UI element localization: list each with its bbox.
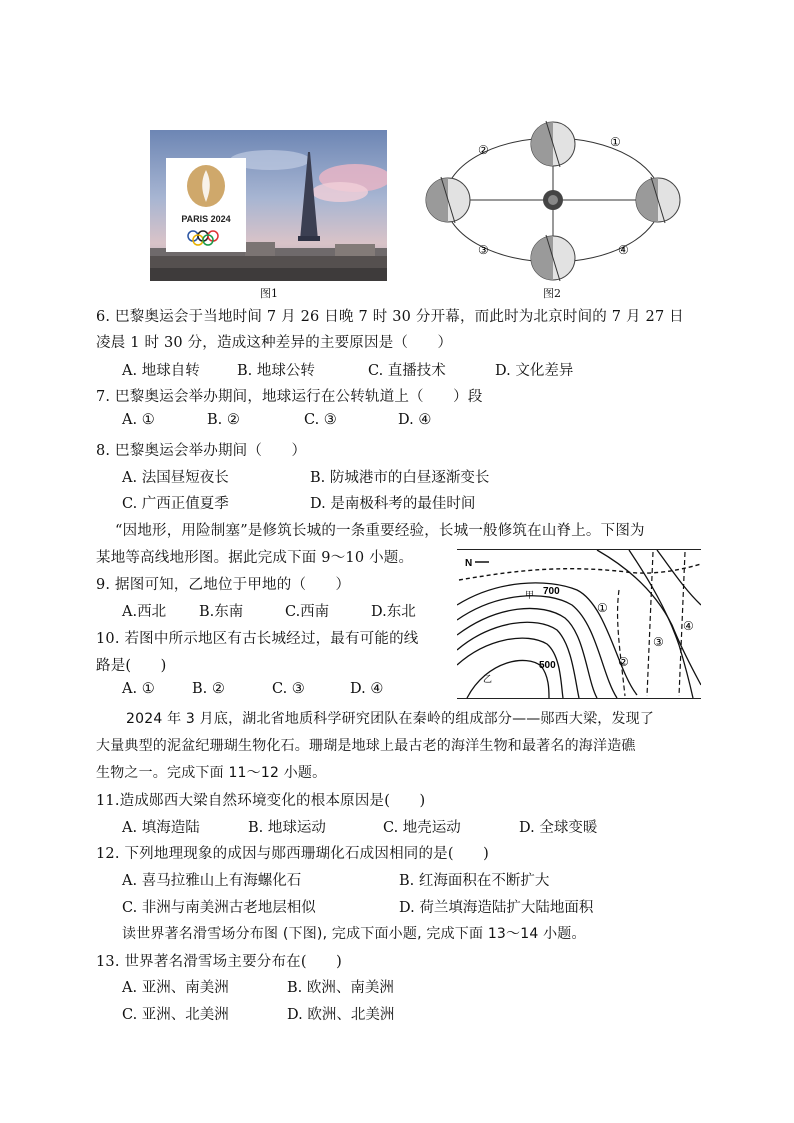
route-marker-1: ① [597, 601, 608, 615]
q10-option-c[interactable]: C. ③ [272, 681, 305, 697]
q13-option-c[interactable]: C. 亚洲、北美洲 [122, 1007, 229, 1023]
q7-option-d[interactable]: D. ④ [398, 412, 432, 428]
orbit-marker-3: ③ [478, 243, 489, 257]
q12-option-d[interactable]: D. 荷兰填海造陆扩大陆地面积 [399, 900, 594, 916]
q8-stem: 8. 巴黎奥运会举办期间（ ） [96, 443, 307, 459]
earth-left-icon [426, 177, 470, 223]
paris-2024-logo-text: PARIS 2024 [181, 214, 231, 224]
earth-right-icon [636, 177, 680, 223]
north-label: N [465, 558, 473, 569]
q6-stem-line2: 凌晨 1 时 30 分，造成这种差异的主要原因是（ ） [96, 335, 453, 351]
q8-option-a[interactable]: A. 法国昼短夜长 [122, 470, 229, 486]
intro-11-12-line3: 生物之一。完成下面 11～12 小题。 [96, 765, 327, 781]
intro-11-12-line1: 2024 年 3 月底，湖北省地质科学研究团队在秦岭的组成部分——郧西大梁，发现了 [126, 711, 655, 727]
route-marker-2: ② [618, 655, 629, 669]
q10-stem-line1: 10. 若图中所示地区有古长城经过，最有可能的线 [96, 631, 419, 647]
q12-option-a[interactable]: A. 喜马拉雅山上有海螺化石 [122, 873, 302, 889]
q6-option-c[interactable]: C. 直播技术 [368, 363, 446, 379]
figure-1-paris-photo [150, 130, 387, 281]
q7-option-a[interactable]: A. ① [122, 412, 155, 428]
q12-option-c[interactable]: C. 非洲与南美洲古老地层相似 [122, 900, 316, 916]
q13-stem: 13. 世界著名滑雪场主要分布在( ) [96, 954, 342, 970]
orbit-marker-2: ② [478, 143, 489, 157]
q7-option-b[interactable]: B. ② [207, 412, 240, 428]
contour-700-label: 700 [543, 586, 560, 597]
q11-option-b[interactable]: B. 地球运动 [248, 820, 326, 836]
figure-1-caption: 图1 [260, 287, 278, 300]
q6-stem-line1: 6. 巴黎奥运会于当地时间 7 月 26 日晚 7 时 30 分开幕，而此时为北京时间的 7 月 27 日 [96, 309, 684, 325]
intro-11-12-line2: 大量典型的泥盆纪珊瑚生物化石。珊瑚是地球上最古老的海洋生物和最著名的海洋造礁 [96, 738, 636, 754]
q11-option-a[interactable]: A. 填海造陆 [122, 820, 200, 836]
q8-option-c[interactable]: C. 广西正值夏季 [122, 496, 229, 512]
q13-option-d[interactable]: D. 欧洲、北美洲 [287, 1007, 395, 1023]
q13-option-b[interactable]: B. 欧洲、南美洲 [287, 980, 394, 996]
q9-option-c[interactable]: C.西南 [285, 604, 330, 620]
q11-stem: 11.造成郧西大梁自然环境变化的根本原因是( ) [96, 793, 426, 809]
intro-9-10-line1: “因地形，用险制塞”是修筑长城的一条重要经验，长城一般修筑在山脊上。下图为 [115, 523, 645, 539]
earth-bottom-icon [531, 235, 575, 281]
q10-stem-line2: 路是( ) [96, 658, 167, 674]
yi-label: 乙 [483, 675, 493, 685]
q9-option-b[interactable]: B.东南 [199, 604, 244, 620]
q13-option-a[interactable]: A. 亚洲、南美洲 [122, 980, 229, 996]
dashed-ridge-line [459, 564, 701, 580]
route-marker-4: ④ [683, 619, 694, 633]
earth-top-icon [531, 121, 575, 167]
q11-option-d[interactable]: D. 全球变暖 [519, 820, 598, 836]
q9-option-d[interactable]: D.东北 [371, 604, 416, 620]
q8-option-b[interactable]: B. 防城港市的白昼逐渐变长 [310, 470, 490, 486]
q12-stem: 12. 下列地理现象的成因与郧西珊瑚化石成因相同的是( ) [96, 846, 489, 862]
jia-label: 甲 [525, 591, 535, 601]
q10-option-b[interactable]: B. ② [192, 681, 225, 697]
q7-stem: 7. 巴黎奥运会举办期间，地球运行在公转轨道上（ ）段 [96, 389, 483, 405]
q9-option-a[interactable]: A.西北 [122, 604, 167, 620]
q10-option-a[interactable]: A. ① [122, 681, 155, 697]
contour-500-label: 500 [539, 660, 556, 671]
paris-skyline-image [150, 130, 387, 281]
figure-2-caption: 图2 [543, 287, 561, 300]
q10-option-d[interactable]: D. ④ [350, 681, 384, 697]
q9-stem: 9. 据图可知，乙地位于甲地的（ ） [96, 577, 351, 593]
q6-option-a[interactable]: A. 地球自转 [122, 363, 200, 379]
q11-option-c[interactable]: C. 地壳运动 [383, 820, 461, 836]
route-marker-3: ③ [653, 635, 664, 649]
q7-option-c[interactable]: C. ③ [304, 412, 337, 428]
intro-13-14: 读世界著名滑雪场分布图 (下图), 完成下面小题, 完成下面 13～14 小题。 [122, 926, 586, 942]
orbit-marker-1: ① [610, 135, 621, 149]
intro-9-10-line2: 某地等高线地形图。据此完成下面 9～10 小题。 [96, 550, 414, 566]
q6-option-d[interactable]: D. 文化差异 [495, 363, 574, 379]
contour-map [457, 549, 701, 699]
q12-option-b[interactable]: B. 红海面积在不断扩大 [399, 873, 550, 889]
orbit-marker-4: ④ [618, 243, 629, 257]
figure-2-orbit-diagram [420, 112, 690, 287]
q6-option-b[interactable]: B. 地球公转 [237, 363, 315, 379]
q8-option-d[interactable]: D. 是南极科考的最佳时间 [310, 496, 476, 512]
